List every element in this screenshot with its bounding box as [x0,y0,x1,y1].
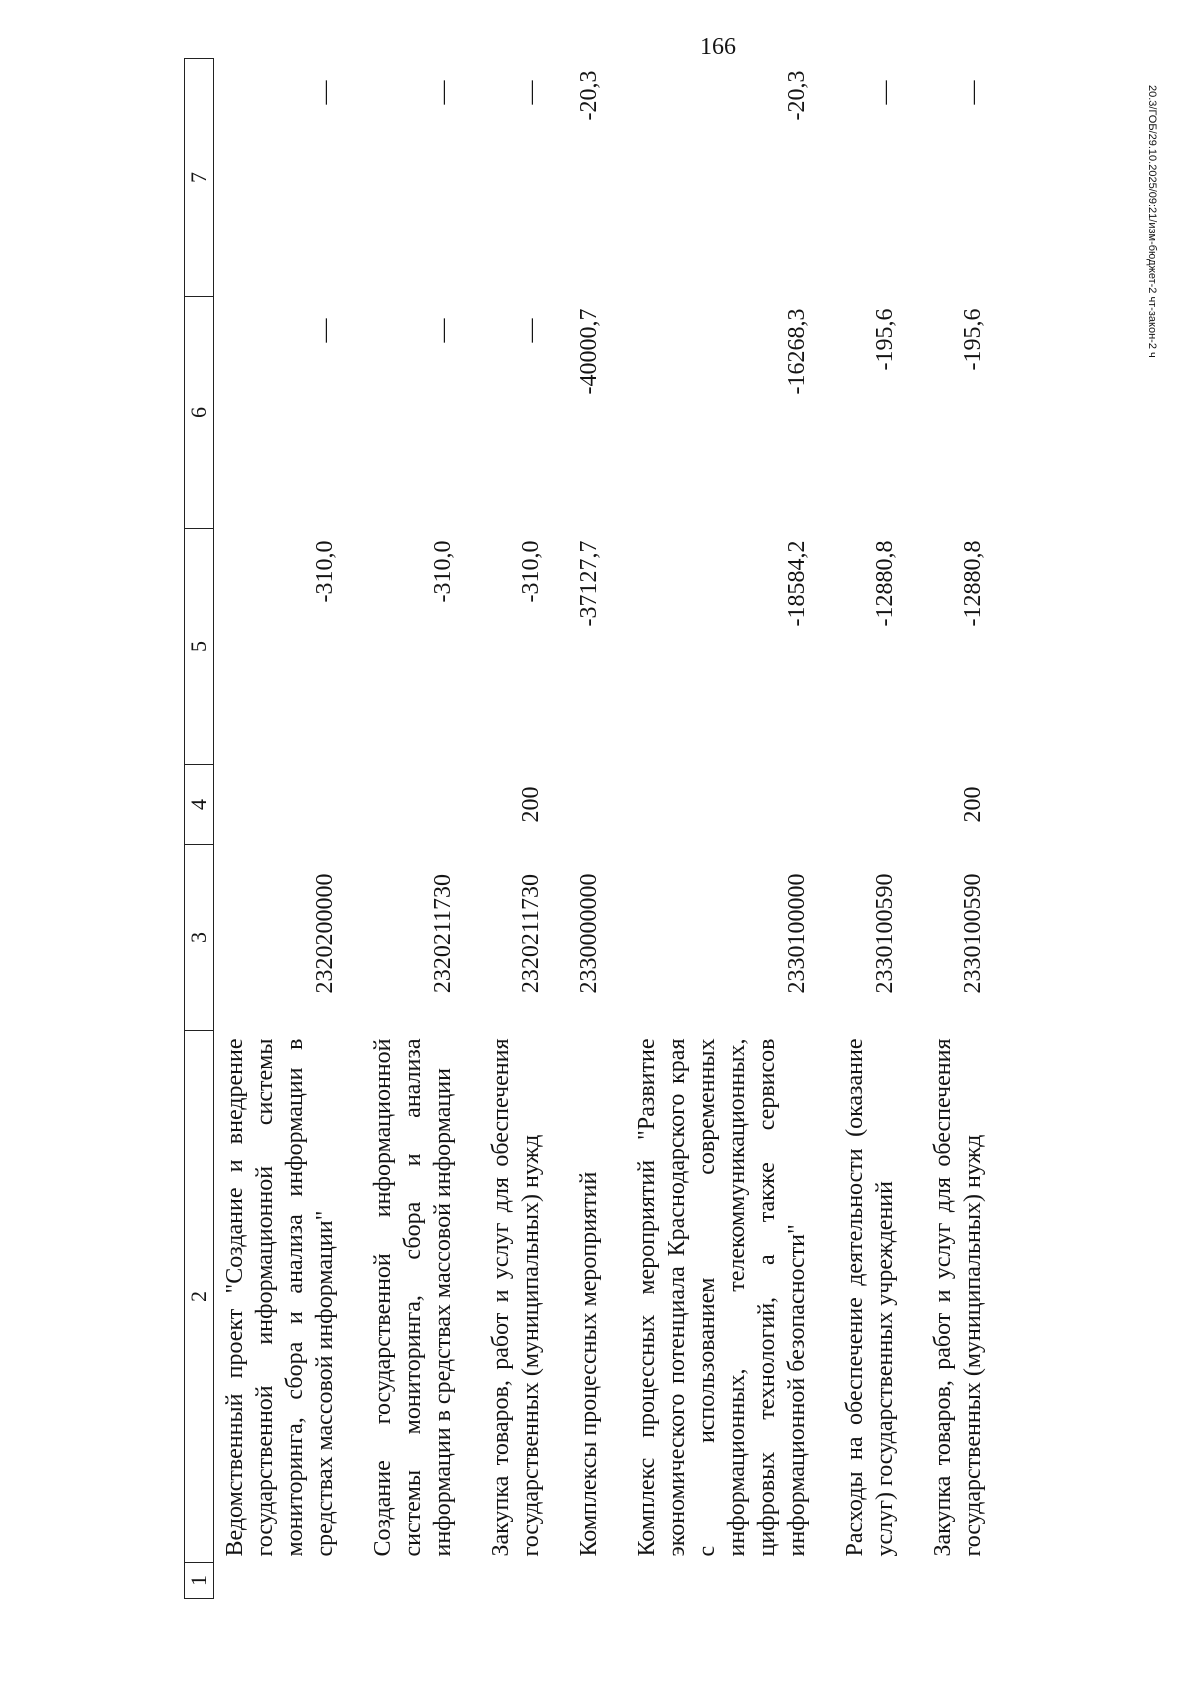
row-col5-value: -12880,8 [872,540,898,627]
header-col-5: 5 [185,529,214,765]
table-row [900,59,988,1599]
row-expense-type: 200 [960,786,986,823]
row-code: 2320200000 [312,873,338,994]
table-row [340,59,458,1599]
row-name: Закупка товаров, работ и услуг для обеспечения государственных (муниципальных) нужд [930,1038,986,1557]
row-col7-value: — [430,80,456,105]
footer-document-code: 20.3/ГОБ/29.10.2025/09:21/изм-бюджет-2 чт-закон-2 ч [1146,85,1158,358]
row-col6-value: — [430,318,456,343]
row-expense-type [604,765,812,845]
header-col-7: 7 [185,59,214,297]
row-col6-value: -16268,3 [784,308,810,395]
table-row [812,59,900,1599]
row-name: Создание государственной информационной системы мониторинга, сбора и анализа информации в средствах массовой информации [370,1038,456,1557]
row-col7-value: — [872,80,898,105]
row-name: Комплекс процессных мероприятий "Развитие экономического потенциала Краснодарского края с использованием современных информационных, телекоммуникационных, цифровых технологий, а также сервисов информационной безопасности" [634,1038,810,1557]
row-expense-type [546,765,604,845]
row-number-cell [604,1563,812,1599]
row-code: 2320211730 [518,873,544,994]
row-number-cell [214,1563,341,1599]
table-row [604,59,812,1599]
row-code: 2330100590 [960,873,986,994]
header-col-2: 2 [185,1031,214,1563]
row-col5-value: -310,0 [518,540,544,603]
row-name: Ведомственный проект "Создание и внедрение государственной информационной системы мониторинга, сбора и анализа информации в средствах массовой информации" [222,1038,338,1557]
row-col7-value: -20,3 [784,70,810,121]
row-col5-value: -310,0 [312,540,338,603]
row-name: Расходы на обеспечение деятельности (оказание услуг) государственных учреждений [842,1038,898,1557]
row-col6-value: -40000,7 [576,308,602,395]
row-col6-value: — [518,318,544,343]
row-code: 2330000000 [576,873,602,994]
row-col5-value: -37127,7 [576,540,602,627]
row-col5-value: -310,0 [430,540,456,603]
row-number-cell [900,1563,988,1599]
table-row [458,59,546,1599]
row-expense-type [214,765,341,845]
header-row [185,59,214,1599]
row-col5-value: -12880,8 [960,540,986,627]
row-code: 2330100000 [784,873,810,994]
row-number-cell [458,1563,546,1599]
row-code: 2320211730 [430,873,456,994]
row-expense-type [812,765,900,845]
row-col7-value: -20,3 [576,70,602,121]
header-col-4: 4 [185,765,214,845]
row-col6-value: -195,6 [960,308,986,371]
row-name: Комплексы процессных мероприятий [576,1171,602,1557]
row-expense-type: 200 [518,786,544,823]
row-expense-type [340,765,458,845]
header-col-6: 6 [185,297,214,529]
row-col6-value: — [312,318,338,343]
row-col7-value: — [312,80,338,105]
row-name: Закупка товаров, работ и услуг для обеспечения государственных (муниципальных) нужд [488,1038,544,1557]
row-col7-value: — [518,80,544,105]
table-row [546,59,604,1599]
row-col5-value: -18584,2 [784,540,810,627]
row-number-cell [546,1563,604,1599]
row-number-cell [340,1563,458,1599]
row-number-cell [812,1563,900,1599]
page-number: 166 [700,34,736,60]
rotated-table-container [184,59,1184,1599]
row-col7-value: — [960,80,986,105]
header-col-1: 1 [185,1563,214,1599]
table-row [214,59,341,1599]
header-col-3: 3 [185,845,214,1031]
budget-table [184,58,988,1599]
row-code: 2330100590 [872,873,898,994]
row-col6-value: -195,6 [872,308,898,371]
